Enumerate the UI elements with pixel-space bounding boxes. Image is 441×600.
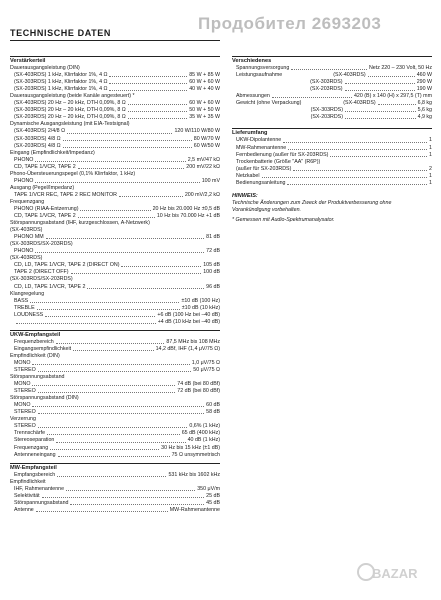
spec-value: ±10 dB (100 Hz) xyxy=(181,297,220,304)
leader-dots xyxy=(345,86,415,91)
spec-value: 72 dB (bei 80 dBf) xyxy=(177,388,220,395)
spec-label: (SX-303RDS) 20 Hz – 20 kHz, DTH 0,09%, 8 Ω xyxy=(14,107,126,114)
spec-label: MONO xyxy=(14,381,31,388)
spec-label: (SX-403RDS) 1 kHz, Klirrfaktor 1%, 4 Ω xyxy=(14,72,108,79)
leader-dots xyxy=(63,143,192,148)
spec-value: 2,5 mV/47 kΩ xyxy=(187,156,220,163)
spec-label: (SX-203RDS) 20 Hz – 20 kHz, DTH 0,09%, 8 Ω xyxy=(14,114,126,121)
spec-label: Netzkabel xyxy=(236,172,260,179)
section-heading-am: MW-Empfangsteil xyxy=(10,464,57,471)
leader-dots xyxy=(378,100,416,105)
spec-value: 20 Hz bis 20.000 Hz ±0,5 dB xyxy=(152,205,220,212)
spec-value: 6,8 kg xyxy=(417,100,433,107)
spec-row xyxy=(10,100,220,107)
model-label: (SX-403RDS) xyxy=(10,227,43,234)
leader-dots xyxy=(37,305,180,310)
subheading: Empfindlichkeit xyxy=(10,478,46,485)
leader-dots xyxy=(66,486,195,491)
spec-label: MONO xyxy=(14,359,31,366)
spec-model: (SX-203RDS) xyxy=(310,114,343,121)
title-divider xyxy=(10,40,220,41)
spec-row xyxy=(10,319,220,326)
section-divider xyxy=(10,56,220,57)
spec-row xyxy=(232,145,432,152)
spec-row xyxy=(10,114,220,121)
subheading: Phono-Übersteuerungspegel (0,1% Klirrfaktor, 1 kHz) xyxy=(10,170,136,177)
spec-value: 30 Hz bis 15 kHz (±1 dB) xyxy=(161,444,220,451)
leader-dots xyxy=(45,312,155,317)
model-label: (SX-303RDS/SX-203RDS) xyxy=(10,241,73,248)
spec-label: Eingangsempfindlichkeit xyxy=(14,345,72,352)
spec-value: 50 μV/75 Ω xyxy=(193,367,220,374)
model-label: (SX-403RDS) xyxy=(10,255,43,262)
notice-heading: HINWEIS: xyxy=(232,192,258,199)
spec-group xyxy=(10,248,220,255)
spec-row xyxy=(10,360,220,367)
leader-dots xyxy=(58,452,170,457)
spec-label: PHONO (RIAA-Entzerrung) xyxy=(14,205,79,212)
spec-group xyxy=(10,262,220,276)
subheading: Verzerrung xyxy=(10,416,36,423)
spec-value: MW-Rahmenantenne xyxy=(169,506,220,513)
spec-row xyxy=(10,486,220,493)
leader-dots xyxy=(368,72,415,77)
spec-group xyxy=(10,178,220,185)
spec-row xyxy=(10,402,220,409)
spec-label: (SX-403RDS) 20 Hz – 20 kHz, DTH 0,09%, 8 Ω xyxy=(14,100,126,107)
spec-label: MW-Rahmenantenne xyxy=(236,144,287,151)
spec-value: 1 xyxy=(429,179,432,186)
spec-row xyxy=(10,192,220,199)
leader-dots xyxy=(32,381,175,386)
leader-dots xyxy=(283,137,427,142)
spec-label: TREBLE xyxy=(14,304,35,311)
spec-value: 81 dB xyxy=(206,234,220,241)
spec-row xyxy=(10,86,220,93)
spec-row xyxy=(10,72,220,79)
spec-label: (außer für SX-203RDS) xyxy=(236,165,292,172)
spec-row xyxy=(232,180,432,187)
spec-value: 200 mV/22 kΩ xyxy=(186,163,220,170)
spec-row xyxy=(10,284,220,291)
spec-group xyxy=(232,137,432,186)
subheading: Störspannungsabstand (DIN) xyxy=(10,395,79,402)
leader-dots xyxy=(73,346,153,351)
section-divider xyxy=(232,56,432,57)
leader-dots xyxy=(287,180,427,185)
spec-value: 190 W xyxy=(416,86,433,93)
spec-label: TAPE 1/VCR REC, TAPE 2 REC MONITOR xyxy=(14,191,117,198)
spec-value: 60 dB xyxy=(206,402,220,409)
spec-label: STEREO xyxy=(14,388,36,395)
section-heading-amplifier: Verstärkerteil xyxy=(10,58,46,64)
spec-row xyxy=(10,164,220,171)
subheading: Störspannungsabstand xyxy=(10,374,65,381)
leader-dots xyxy=(272,93,352,98)
leader-dots xyxy=(38,388,176,393)
spec-row xyxy=(10,136,220,143)
spec-value: 96 dB xyxy=(206,283,220,290)
spec-label: IHF, Rahmenantenne xyxy=(14,485,65,492)
leader-dots xyxy=(71,269,202,274)
spec-row xyxy=(10,262,220,269)
leader-dots xyxy=(56,339,165,344)
spec-row xyxy=(232,93,432,100)
spec-value: 120 W/110 W/80 W xyxy=(174,128,220,135)
spec-label: CD, LD, TAPE 1/VCR, TAPE 2 xyxy=(14,283,86,290)
spec-group xyxy=(10,100,220,121)
leader-dots xyxy=(262,173,427,178)
spec-row xyxy=(10,269,220,276)
spec-value: 100 dB xyxy=(203,269,220,276)
subheading: Dynamische Ausgangsleistung (mit EIA-Testsignal) xyxy=(10,121,130,128)
leader-dots xyxy=(109,79,187,84)
section-divider xyxy=(10,330,220,331)
leader-dots xyxy=(50,445,159,450)
spec-label: STEREO xyxy=(14,367,36,374)
spec-group xyxy=(10,381,220,395)
spec-row xyxy=(232,114,432,121)
leader-dots xyxy=(32,360,189,365)
leader-dots xyxy=(38,409,204,414)
spec-row xyxy=(10,248,220,255)
spec-group xyxy=(10,298,220,326)
spec-label: (SX-203RDS) 1 kHz, Klirrfaktor 1%, 4 Ω xyxy=(14,86,108,93)
spec-label: Gewicht (ohne Verpackung) xyxy=(236,100,302,107)
leader-dots xyxy=(63,136,192,141)
spec-model: (SX-403RDS) xyxy=(343,100,376,107)
spec-label: STEREO xyxy=(14,423,36,430)
spec-value: 460 W xyxy=(416,72,432,79)
spec-row xyxy=(232,79,432,86)
leader-dots xyxy=(128,107,188,112)
leader-dots xyxy=(36,507,168,512)
spec-value: 100 mV xyxy=(201,177,220,184)
spec-group xyxy=(10,402,220,416)
spec-value: 1,0 μV/75 Ω xyxy=(191,359,220,366)
spec-row xyxy=(232,173,432,180)
spec-row xyxy=(10,298,220,305)
spec-row xyxy=(10,445,220,452)
spec-row xyxy=(10,430,220,437)
section-divider xyxy=(10,463,220,464)
spec-group xyxy=(10,486,220,514)
spec-value: 50 W + 50 W xyxy=(189,107,220,114)
subheading: Klangregelung xyxy=(10,290,45,297)
spec-group xyxy=(232,65,432,121)
notice-text: Vorankündigung vorbehalten. xyxy=(232,206,302,213)
spec-value: 80 W/70 W xyxy=(193,135,220,142)
leader-dots xyxy=(78,213,155,218)
leader-dots xyxy=(57,472,166,477)
spec-label: (SX-403RDS) 2/4/8 Ω xyxy=(14,128,66,135)
spec-row xyxy=(10,423,220,430)
spec-row xyxy=(10,178,220,185)
spec-value: 58 dB xyxy=(206,409,220,416)
spec-value: 85 W + 85 W xyxy=(189,72,220,79)
leader-dots xyxy=(288,145,427,150)
spec-value: 350 μV/m xyxy=(197,485,220,492)
model-label: (SX-303RDS/SX-203RDS) xyxy=(10,276,73,283)
spec-row xyxy=(10,128,220,135)
spec-row xyxy=(10,157,220,164)
spec-label: Trennschärfe xyxy=(14,430,46,437)
section-heading-scope: Lieferumfang xyxy=(232,130,268,137)
spec-label: BASS xyxy=(14,297,29,304)
leader-dots xyxy=(42,493,205,498)
leader-dots xyxy=(128,114,188,119)
spec-value: 10 Hz bis 70.000 Hz +1 dB xyxy=(156,213,220,220)
spec-row xyxy=(232,152,432,159)
spec-label: LOUDNESS xyxy=(14,311,44,318)
spec-label: Selektivität xyxy=(14,492,40,499)
spec-group xyxy=(10,206,220,220)
spec-value: 420 (B) x 140 (H) x 297,5 (T) mm xyxy=(353,93,432,100)
leader-dots xyxy=(38,367,191,372)
spec-label: Bedienungsanleitung xyxy=(236,179,286,186)
leader-dots xyxy=(109,72,187,77)
leader-dots xyxy=(87,284,204,289)
section-heading-misc: Verschiedenes xyxy=(232,58,272,64)
spec-row xyxy=(10,500,220,507)
spec-row xyxy=(10,437,220,444)
leader-dots xyxy=(78,164,185,169)
spec-group xyxy=(10,157,220,171)
subheading: Eingang (Empfindlichkeit/Impedanz) xyxy=(10,149,95,156)
subheading: Störspannungsabstand (IHF, kurzgeschlossen, A-Netzwerk) xyxy=(10,220,150,227)
spec-label: Stereoseparation xyxy=(14,437,55,444)
spec-value: 45 dB xyxy=(206,499,220,506)
section-heading-fm: UKW-Empfangsteil xyxy=(10,331,61,338)
spec-label: PHONO xyxy=(14,156,34,163)
spec-row xyxy=(10,305,220,312)
spec-row xyxy=(10,206,220,213)
site-logo: BAZAR xyxy=(372,566,418,581)
spec-label: (SX-303RDS) 1 kHz, Klirrfaktor 1%, 4 Ω xyxy=(14,79,108,86)
leader-dots xyxy=(121,262,201,267)
spec-label: CD, TAPE 1/VCR, TAPE 2 xyxy=(14,163,76,170)
subheading: Ausgang (Pegel/Impedanz) xyxy=(10,184,75,191)
spec-value: 25 dB xyxy=(206,492,220,499)
leader-dots xyxy=(35,157,185,162)
subheading: Frequenzgang xyxy=(10,198,45,205)
spec-row xyxy=(232,107,432,114)
spec-group xyxy=(10,423,220,458)
spec-label: Frequenzgang xyxy=(14,444,49,451)
leader-dots xyxy=(128,100,188,105)
spec-group xyxy=(10,339,220,353)
leader-dots xyxy=(35,248,204,253)
spec-row xyxy=(10,452,220,459)
spec-value: 40 dB (1 kHz) xyxy=(187,437,220,444)
leader-dots xyxy=(46,234,204,239)
spec-value: 290 W xyxy=(416,79,433,86)
spec-row xyxy=(10,388,220,395)
spec-row xyxy=(232,100,432,107)
spec-value: 72 dB xyxy=(206,248,220,255)
leader-dots xyxy=(345,79,415,84)
spec-value: 60 W + 60 W xyxy=(189,100,220,107)
spec-value: 5,6 kg xyxy=(417,107,433,114)
spec-value: 40 W + 40 W xyxy=(189,86,220,93)
spec-row xyxy=(10,507,220,514)
spec-row xyxy=(10,234,220,241)
left-column xyxy=(10,52,220,514)
page-title: TECHNISCHE DATEN xyxy=(10,28,111,38)
spec-label: Störspannungsabstand xyxy=(14,499,69,506)
spec-value: 2 xyxy=(429,165,432,172)
leader-dots xyxy=(30,298,179,303)
spec-row xyxy=(10,312,220,319)
spec-value: 87,5 MHz bis 108 MHz xyxy=(166,338,220,345)
spec-row xyxy=(10,107,220,114)
spec-row xyxy=(10,409,220,416)
leader-dots xyxy=(345,114,416,119)
right-column xyxy=(232,52,432,224)
leader-dots xyxy=(80,206,150,211)
spec-value: 4,9 kg xyxy=(417,114,433,121)
subheading: Empfindlichkeit (DIN) xyxy=(10,352,60,359)
leader-dots xyxy=(345,107,416,112)
leader-dots xyxy=(35,178,199,183)
spec-group xyxy=(10,234,220,241)
spec-label: MONO xyxy=(14,402,31,409)
spec-label: TAPE 2 (DIRECT OFF) xyxy=(14,269,69,276)
leader-dots xyxy=(32,402,204,407)
footnote-text: * Gemessen mit Audio-Spektrumanalysator. xyxy=(232,216,335,223)
spec-row xyxy=(232,166,432,173)
spec-group xyxy=(10,284,220,291)
spec-label: Abmessungen xyxy=(236,93,270,100)
spec-label: Frequenzbereich xyxy=(14,338,54,345)
spec-value: ±10 dB (10 kHz) xyxy=(181,304,220,311)
spec-row xyxy=(10,143,220,150)
spec-group xyxy=(10,128,220,149)
notice-text: Technische Änderungen zum Zweck der Produktverbesserung ohne xyxy=(232,199,392,206)
spec-label: Spannungsversorgung xyxy=(236,65,290,72)
leader-dots xyxy=(293,166,427,171)
leader-dots xyxy=(109,86,187,91)
spec-value: 105 dB xyxy=(203,262,220,269)
spec-row xyxy=(10,79,220,86)
spec-label: CD, TAPE 1/VCR, TAPE 2 xyxy=(14,213,76,220)
spec-label: Empfangsbereich xyxy=(14,471,56,478)
spec-row xyxy=(232,65,432,72)
section-divider xyxy=(232,128,432,129)
spec-label: Antenneneingang xyxy=(14,451,56,458)
spec-row xyxy=(10,339,220,346)
spec-value: 1 xyxy=(429,172,432,179)
spec-label: UKW-Dipolantenne xyxy=(236,137,282,144)
spec-value: 65 dB (400 kHz) xyxy=(181,430,220,437)
spec-label: Antenne xyxy=(14,506,34,513)
spec-value: 1 xyxy=(429,144,432,151)
spec-label: PHONO xyxy=(14,177,34,184)
spec-group xyxy=(10,360,220,374)
spec-label: PHONO xyxy=(14,248,34,255)
spec-model: (SX-303RDS) xyxy=(310,79,343,86)
spec-label: Leistungsaufnahme xyxy=(236,72,283,79)
spec-value: 60 W/50 W xyxy=(193,142,220,149)
spec-value: 200 mV/2,2 kΩ xyxy=(184,191,220,198)
spec-model: (SX-303RDS) xyxy=(310,107,343,114)
leader-dots xyxy=(70,500,204,505)
spec-value: 531 kHz bis 1602 kHz xyxy=(168,471,220,478)
spec-row xyxy=(232,86,432,93)
spec-group xyxy=(10,472,220,479)
spec-label: STEREO xyxy=(14,409,36,416)
spec-value: +6 dB (100 Hz bei –40 dB) xyxy=(157,311,220,318)
spec-value: Netz 220 – 230 Volt, 50 Hz xyxy=(368,65,432,72)
spec-row xyxy=(232,72,432,79)
spec-row xyxy=(232,159,432,166)
spec-row xyxy=(10,472,220,479)
leader-dots xyxy=(322,159,430,164)
spec-row xyxy=(232,137,432,144)
spec-label: (SX-303RDS) 4/8 Ω xyxy=(14,135,61,142)
watermark-text: Продобител 2693203 xyxy=(198,14,382,33)
leader-dots xyxy=(38,423,188,428)
leader-dots xyxy=(119,192,183,197)
spec-row xyxy=(10,213,220,220)
spec-label: (SX-203RDS) 4/8 Ω xyxy=(14,142,61,149)
spec-value: 1 xyxy=(429,137,432,144)
leader-dots xyxy=(291,65,367,70)
spec-value: 75 Ω unsymmetrisch xyxy=(171,451,220,458)
spec-row xyxy=(10,346,220,353)
leader-dots xyxy=(56,437,185,442)
spec-row xyxy=(10,493,220,500)
spec-group xyxy=(10,72,220,93)
leader-dots xyxy=(47,430,180,435)
spec-model: (SX-203RDS) xyxy=(310,86,343,93)
spec-label: CD, LD, TAPE 1/VCR, TAPE 2 (DIRECT ON) xyxy=(14,262,120,269)
leader-dots xyxy=(330,152,427,157)
spec-label: PHONO MM xyxy=(14,234,44,241)
leader-dots xyxy=(67,128,172,133)
spec-value: 74 dB (bei 80 dBf) xyxy=(177,381,220,388)
spec-value: 14,2 dBf, IHF (1,4 μV/75 Ω) xyxy=(155,345,220,352)
spec-row xyxy=(10,367,220,374)
spec-value: 35 W + 35 W xyxy=(189,114,220,121)
spec-label: Fernbedienung (außer für SX-203RDS) xyxy=(236,151,329,158)
subheading: Dauerausgangsleistung (beide Kanäle angesteuert) * xyxy=(10,93,135,100)
spec-group xyxy=(10,192,220,199)
spec-value: 1 xyxy=(429,151,432,158)
spec-value: +4 dB (10 kHz bei –40 dB) xyxy=(157,318,220,325)
spec-row xyxy=(10,381,220,388)
subheading: Dauerausgangsleistung (DIN) xyxy=(10,65,80,72)
spec-label: Trockenbatterie (Größe "AA" (R6P)) xyxy=(236,158,321,165)
leader-dots xyxy=(16,319,156,324)
spec-model: (SX-403RDS) xyxy=(333,72,366,79)
spec-value: 0,6% (1 kHz) xyxy=(189,423,220,430)
spec-value: 60 W + 60 W xyxy=(189,79,220,86)
